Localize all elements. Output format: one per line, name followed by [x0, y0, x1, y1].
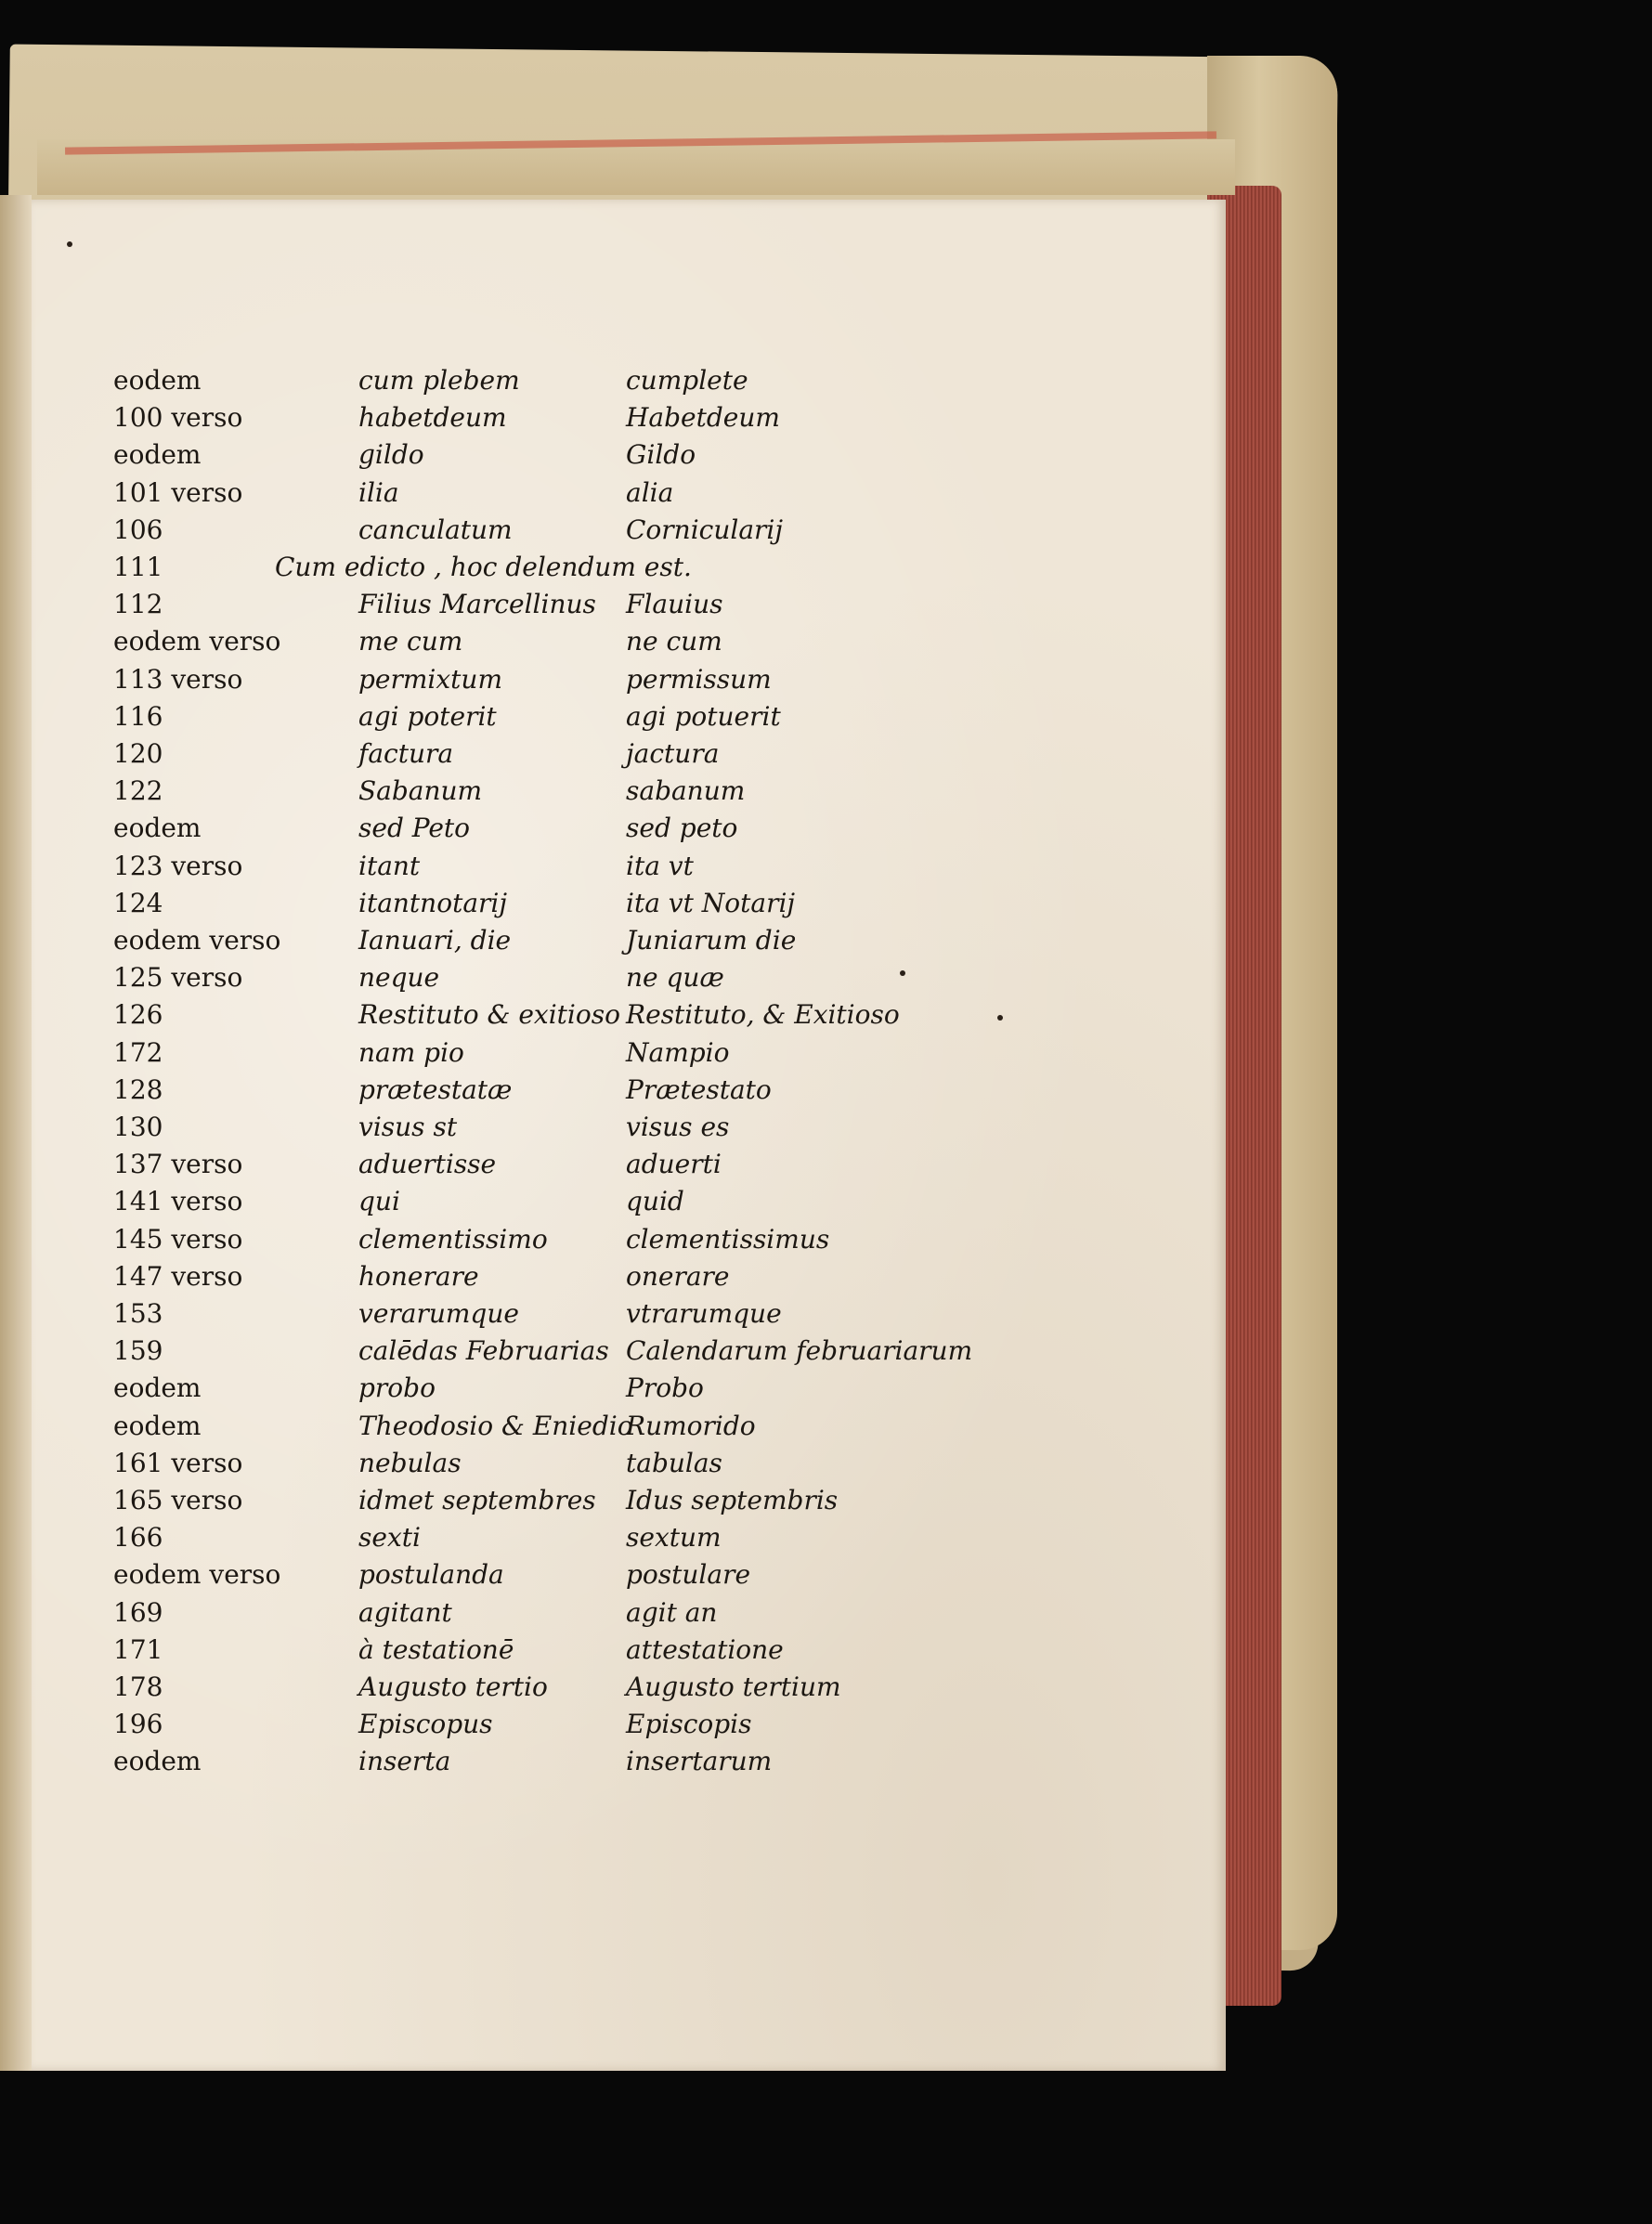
errata-row [32, 1034, 1226, 1072]
errata-page-ref: eodem [113, 813, 202, 844]
errata-correct-reading: ne cum [626, 626, 722, 657]
errata-wrong-reading: permixtum [358, 663, 503, 695]
errata-page-ref: 101 verso [113, 476, 243, 508]
errata-correct-reading: Probo [626, 1372, 704, 1404]
errata-row [32, 1594, 1226, 1632]
errata-page-ref: 120 [113, 738, 163, 769]
errata-row [32, 1743, 1226, 1780]
errata-wrong-reading: postulanda [358, 1559, 504, 1591]
errata-row [32, 512, 1226, 549]
errata-correct-reading: Episcopis [626, 1709, 752, 1740]
errata-correct-reading: attestatione [626, 1633, 784, 1665]
errata-wrong-reading: visus st [358, 1112, 458, 1142]
errata-correct-reading: Nampio [626, 1036, 730, 1068]
errata-page-ref: eodem verso [113, 925, 281, 956]
errata-correct-reading: onerare [626, 1260, 730, 1292]
errata-row [32, 1706, 1226, 1743]
errata-row [32, 436, 1226, 474]
errata-list [32, 200, 1226, 1918]
errata-page-ref: 113 verso [113, 663, 243, 695]
errata-row [32, 1183, 1226, 1220]
errata-page-ref: 159 [113, 1335, 163, 1367]
errata-wrong-reading: neque [358, 962, 440, 994]
errata-row [32, 848, 1226, 885]
errata-page-ref: 153 [113, 1298, 163, 1329]
errata-page-ref: 124 [113, 887, 163, 918]
errata-wrong-reading: sexti [358, 1522, 421, 1554]
errata-page-ref: eodem [113, 1372, 202, 1404]
errata-wrong-reading: à testationē [358, 1633, 514, 1665]
errata-correct-reading: Habetdeum [626, 402, 780, 434]
errata-wrong-reading: agitant [358, 1596, 452, 1628]
errata-row [32, 1109, 1226, 1146]
errata-row [32, 399, 1226, 436]
errata-page-ref: eodem [113, 1746, 202, 1777]
errata-page-ref: 196 [113, 1709, 163, 1740]
book-page [32, 200, 1226, 2071]
errata-page-ref: eodem [113, 1410, 202, 1441]
errata-wrong-reading: nam pio [358, 1036, 464, 1068]
errata-wrong-reading: Augusto tertio [358, 1671, 548, 1702]
errata-wrong-reading: factura [358, 738, 454, 769]
errata-row [32, 362, 1226, 399]
errata-wrong-reading: agi poterit [358, 700, 497, 732]
errata-wrong-reading: gildo [358, 439, 424, 471]
errata-correct-reading: Augusto tertium [626, 1671, 841, 1702]
errata-row [32, 773, 1226, 810]
errata-wrong-reading: canculatum [358, 514, 513, 545]
errata-page-ref: 161 verso [113, 1447, 243, 1478]
errata-correct-reading: ne quæ [626, 962, 724, 994]
errata-wrong-reading: nebulas [358, 1447, 462, 1478]
errata-correct-reading: agi potuerit [626, 700, 781, 732]
errata-page-ref: 130 [113, 1112, 163, 1142]
errata-correct-reading: vtrarumque [626, 1298, 782, 1329]
errata-wrong-reading: honerare [358, 1260, 479, 1292]
errata-correct-reading: clementissimus [626, 1223, 830, 1255]
errata-correct-reading: Calendarum februariarum [626, 1335, 973, 1367]
errata-correct-reading: alia [626, 476, 674, 508]
errata-row [32, 1632, 1226, 1669]
errata-correct-reading: Cornicularij [626, 514, 784, 545]
errata-row [32, 549, 1226, 586]
errata-row [32, 959, 1226, 996]
errata-correct-reading: Idus septembris [626, 1485, 839, 1515]
errata-row [32, 1295, 1226, 1333]
errata-wrong-reading: itant [358, 850, 421, 881]
errata-row [32, 1221, 1226, 1258]
errata-correct-reading: cumplete [626, 365, 748, 396]
errata-wrong-reading: clementissimo [358, 1223, 548, 1255]
errata-page-ref: 116 [113, 700, 163, 732]
errata-note: Cum edicto , hoc delendum est. [275, 552, 692, 582]
errata-page-ref: 106 [113, 514, 163, 545]
errata-correct-reading: sabanum [626, 775, 746, 807]
errata-correct-reading: Flauius [626, 589, 723, 620]
errata-wrong-reading: cum plebem [358, 365, 520, 396]
errata-page-ref: eodem [113, 439, 202, 471]
errata-correct-reading: jactura [626, 738, 720, 769]
errata-page-ref: 141 verso [113, 1186, 243, 1217]
errata-page-ref: eodem verso [113, 1559, 281, 1591]
errata-correct-reading: Restituto, & Exitioso [626, 999, 900, 1031]
errata-row [32, 735, 1226, 773]
errata-wrong-reading: Ianuari, die [358, 925, 512, 956]
errata-page-ref: 171 [113, 1633, 163, 1665]
errata-page-ref: 169 [113, 1596, 163, 1628]
errata-correct-reading: postulare [626, 1559, 751, 1591]
errata-row [32, 1072, 1226, 1109]
errata-wrong-reading: ilia [358, 476, 399, 508]
errata-wrong-reading: inserta [358, 1746, 451, 1777]
errata-row [32, 1408, 1226, 1445]
errata-wrong-reading: me cum [358, 626, 463, 657]
errata-page-ref: 125 verso [113, 962, 243, 994]
errata-page-ref: 165 verso [113, 1485, 243, 1515]
errata-row [32, 885, 1226, 922]
errata-correct-reading: quid [626, 1186, 684, 1217]
errata-page-ref: 178 [113, 1671, 163, 1702]
errata-row [32, 1370, 1226, 1407]
errata-page-ref: eodem [113, 365, 202, 396]
errata-page-ref: 122 [113, 775, 163, 807]
errata-correct-reading: Prætestato [626, 1073, 772, 1105]
errata-wrong-reading: Theodosio & Eniedio [358, 1410, 633, 1441]
errata-correct-reading: Juniarum die [626, 925, 797, 956]
errata-correct-reading: ita vt Notarij [626, 887, 796, 918]
errata-row [32, 1146, 1226, 1183]
errata-wrong-reading: probo [358, 1372, 436, 1404]
errata-row [32, 623, 1226, 660]
errata-wrong-reading: Restituto & exitioso [358, 999, 620, 1031]
errata-correct-reading: agit an [626, 1596, 718, 1628]
errata-row [32, 1519, 1226, 1556]
errata-row [32, 1445, 1226, 1482]
errata-page-ref: 126 [113, 999, 163, 1031]
errata-row [32, 661, 1226, 698]
errata-wrong-reading: Filius Marcellinus [358, 589, 596, 620]
errata-wrong-reading: prætestatæ [358, 1073, 513, 1105]
errata-page-ref: 147 verso [113, 1260, 243, 1292]
errata-wrong-reading: idmet septembres [358, 1485, 596, 1515]
errata-wrong-reading: Sabanum [358, 775, 483, 807]
errata-wrong-reading: Episcopus [358, 1709, 493, 1740]
errata-row [32, 475, 1226, 512]
errata-correct-reading: visus es [626, 1112, 730, 1142]
errata-wrong-reading: habetdeum [358, 402, 507, 434]
errata-row [32, 1669, 1226, 1706]
errata-page-ref: 100 verso [113, 402, 243, 434]
errata-row [32, 698, 1226, 735]
errata-correct-reading: tabulas [626, 1447, 722, 1478]
errata-page-ref: 111 [113, 552, 163, 582]
left-page-edge [0, 195, 32, 2071]
errata-wrong-reading: aduertisse [358, 1149, 497, 1180]
errata-wrong-reading: sed Peto [358, 813, 471, 844]
errata-correct-reading: sed peto [626, 813, 738, 844]
errata-page-ref: 123 verso [113, 850, 243, 881]
errata-correct-reading: sextum [626, 1522, 722, 1554]
errata-row [32, 1258, 1226, 1295]
errata-page-ref: eodem verso [113, 626, 281, 657]
errata-page-ref: 145 verso [113, 1223, 243, 1255]
errata-row [32, 922, 1226, 959]
errata-row [32, 1556, 1226, 1593]
errata-page-ref: 137 verso [113, 1149, 243, 1180]
errata-page-ref: 172 [113, 1036, 163, 1068]
errata-correct-reading: ita vt [626, 850, 694, 881]
errata-correct-reading: insertarum [626, 1746, 773, 1777]
errata-row [32, 586, 1226, 623]
errata-row [32, 1482, 1226, 1519]
errata-page-ref: 112 [113, 589, 163, 620]
errata-correct-reading: Rumorido [626, 1410, 756, 1441]
errata-page-ref: 166 [113, 1522, 163, 1554]
errata-row [32, 1333, 1226, 1370]
errata-correct-reading: permissum [626, 663, 772, 695]
errata-wrong-reading: calēdas Februarias [358, 1335, 609, 1367]
errata-row [32, 996, 1226, 1034]
errata-correct-reading: Gildo [626, 439, 696, 471]
errata-correct-reading: aduerti [626, 1149, 722, 1180]
errata-wrong-reading: verarumque [358, 1298, 519, 1329]
errata-page-ref: 128 [113, 1073, 163, 1105]
errata-row [32, 810, 1226, 847]
errata-wrong-reading: qui [358, 1186, 400, 1217]
errata-wrong-reading: itantnotarij [358, 887, 508, 918]
